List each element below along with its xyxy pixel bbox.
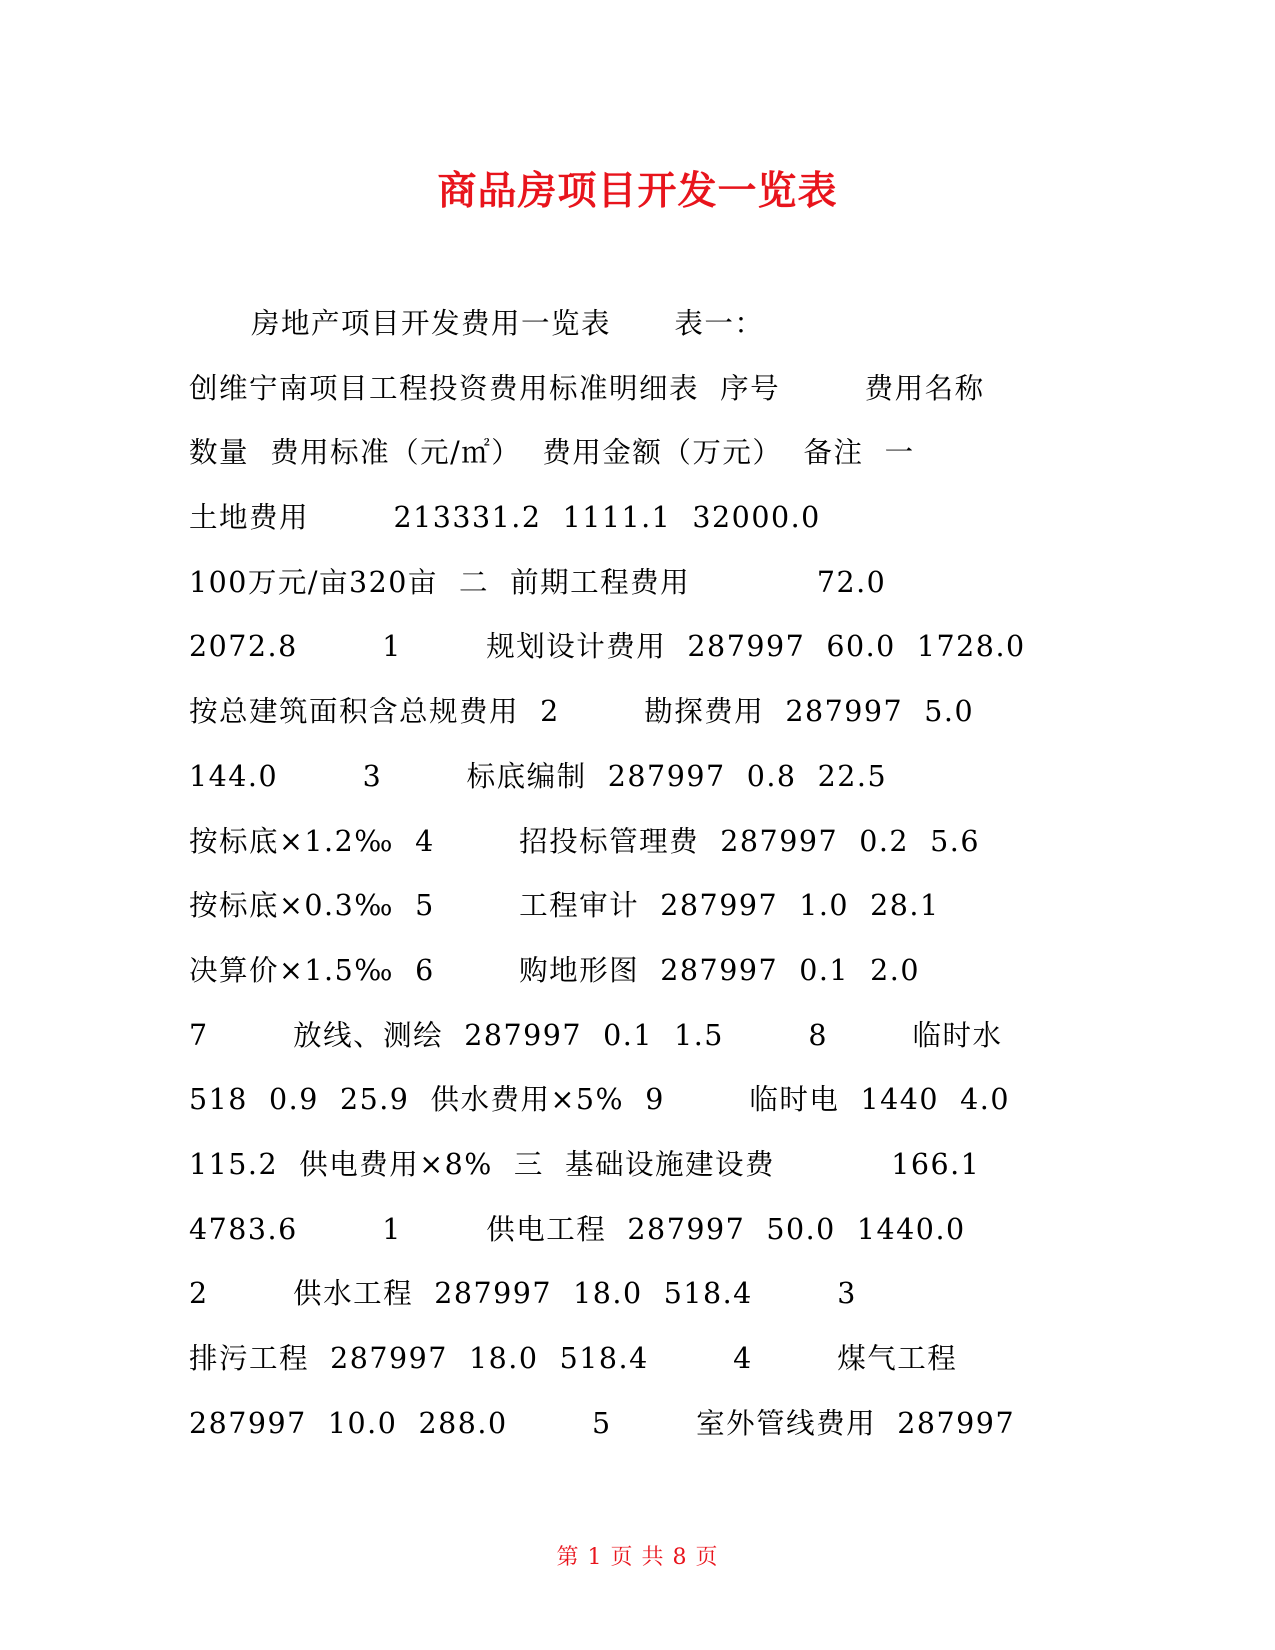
page-number-footer: 第 1 页 共 8 页 xyxy=(556,1545,719,1570)
text-line: 土地费用 213331.2 1111.1 32000.0 xyxy=(189,501,821,535)
text-line: 房地产项目开发费用一览表 表一： xyxy=(251,307,765,340)
text-line: 按标底×1.2‰ 4 招投标管理费 287997 0.2 5.6 xyxy=(189,824,980,858)
text-line: 2072.8 1 规划设计费用 287997 60.0 1728.0 xyxy=(189,630,1026,664)
text-line: 287997 10.0 288.0 5 室外管线费用 287997 xyxy=(189,1406,1016,1440)
text-line: 按标底×0.3‰ 5 工程审计 287997 1.0 28.1 xyxy=(189,889,940,923)
text-line: 按总建筑面积含总规费用 2 勘探费用 287997 5.0 xyxy=(189,695,975,729)
text-line: 144.0 3 标底编制 287997 0.8 22.5 xyxy=(189,759,888,793)
text-line: 2 供水工程 287997 18.0 518.4 3 xyxy=(189,1277,857,1311)
text-line: 518 0.9 25.9 供水费用×5% 9 临时电 1440 4.0 xyxy=(189,1083,1010,1117)
text-line: 决算价×1.5‰ 6 购地形图 287997 0.1 2.0 xyxy=(189,953,920,987)
document-body xyxy=(189,292,1089,1456)
text-line: 100万元/亩320亩 二 前期工程费用 72.0 xyxy=(189,565,887,599)
text-line: 115.2 供电费用×8% 三 基础设施建设费 166.1 xyxy=(189,1147,981,1181)
text-line: 排污工程 287997 18.0 518.4 4 煤气工程 xyxy=(189,1342,958,1375)
text-line: 4783.6 1 供电工程 287997 50.0 1440.0 xyxy=(189,1212,966,1246)
page-title: 商品房项目开发一览表 xyxy=(437,169,838,214)
text-line: 创维宁南项目工程投资费用标准明细表 序号 费用名称 xyxy=(189,371,985,405)
text-line: 数量 费用标准（元/㎡） 费用金额（万元） 备注 一 xyxy=(189,436,915,470)
text-line: 7 放线、测绘 287997 0.1 1.5 8 临时水 xyxy=(189,1018,1003,1052)
